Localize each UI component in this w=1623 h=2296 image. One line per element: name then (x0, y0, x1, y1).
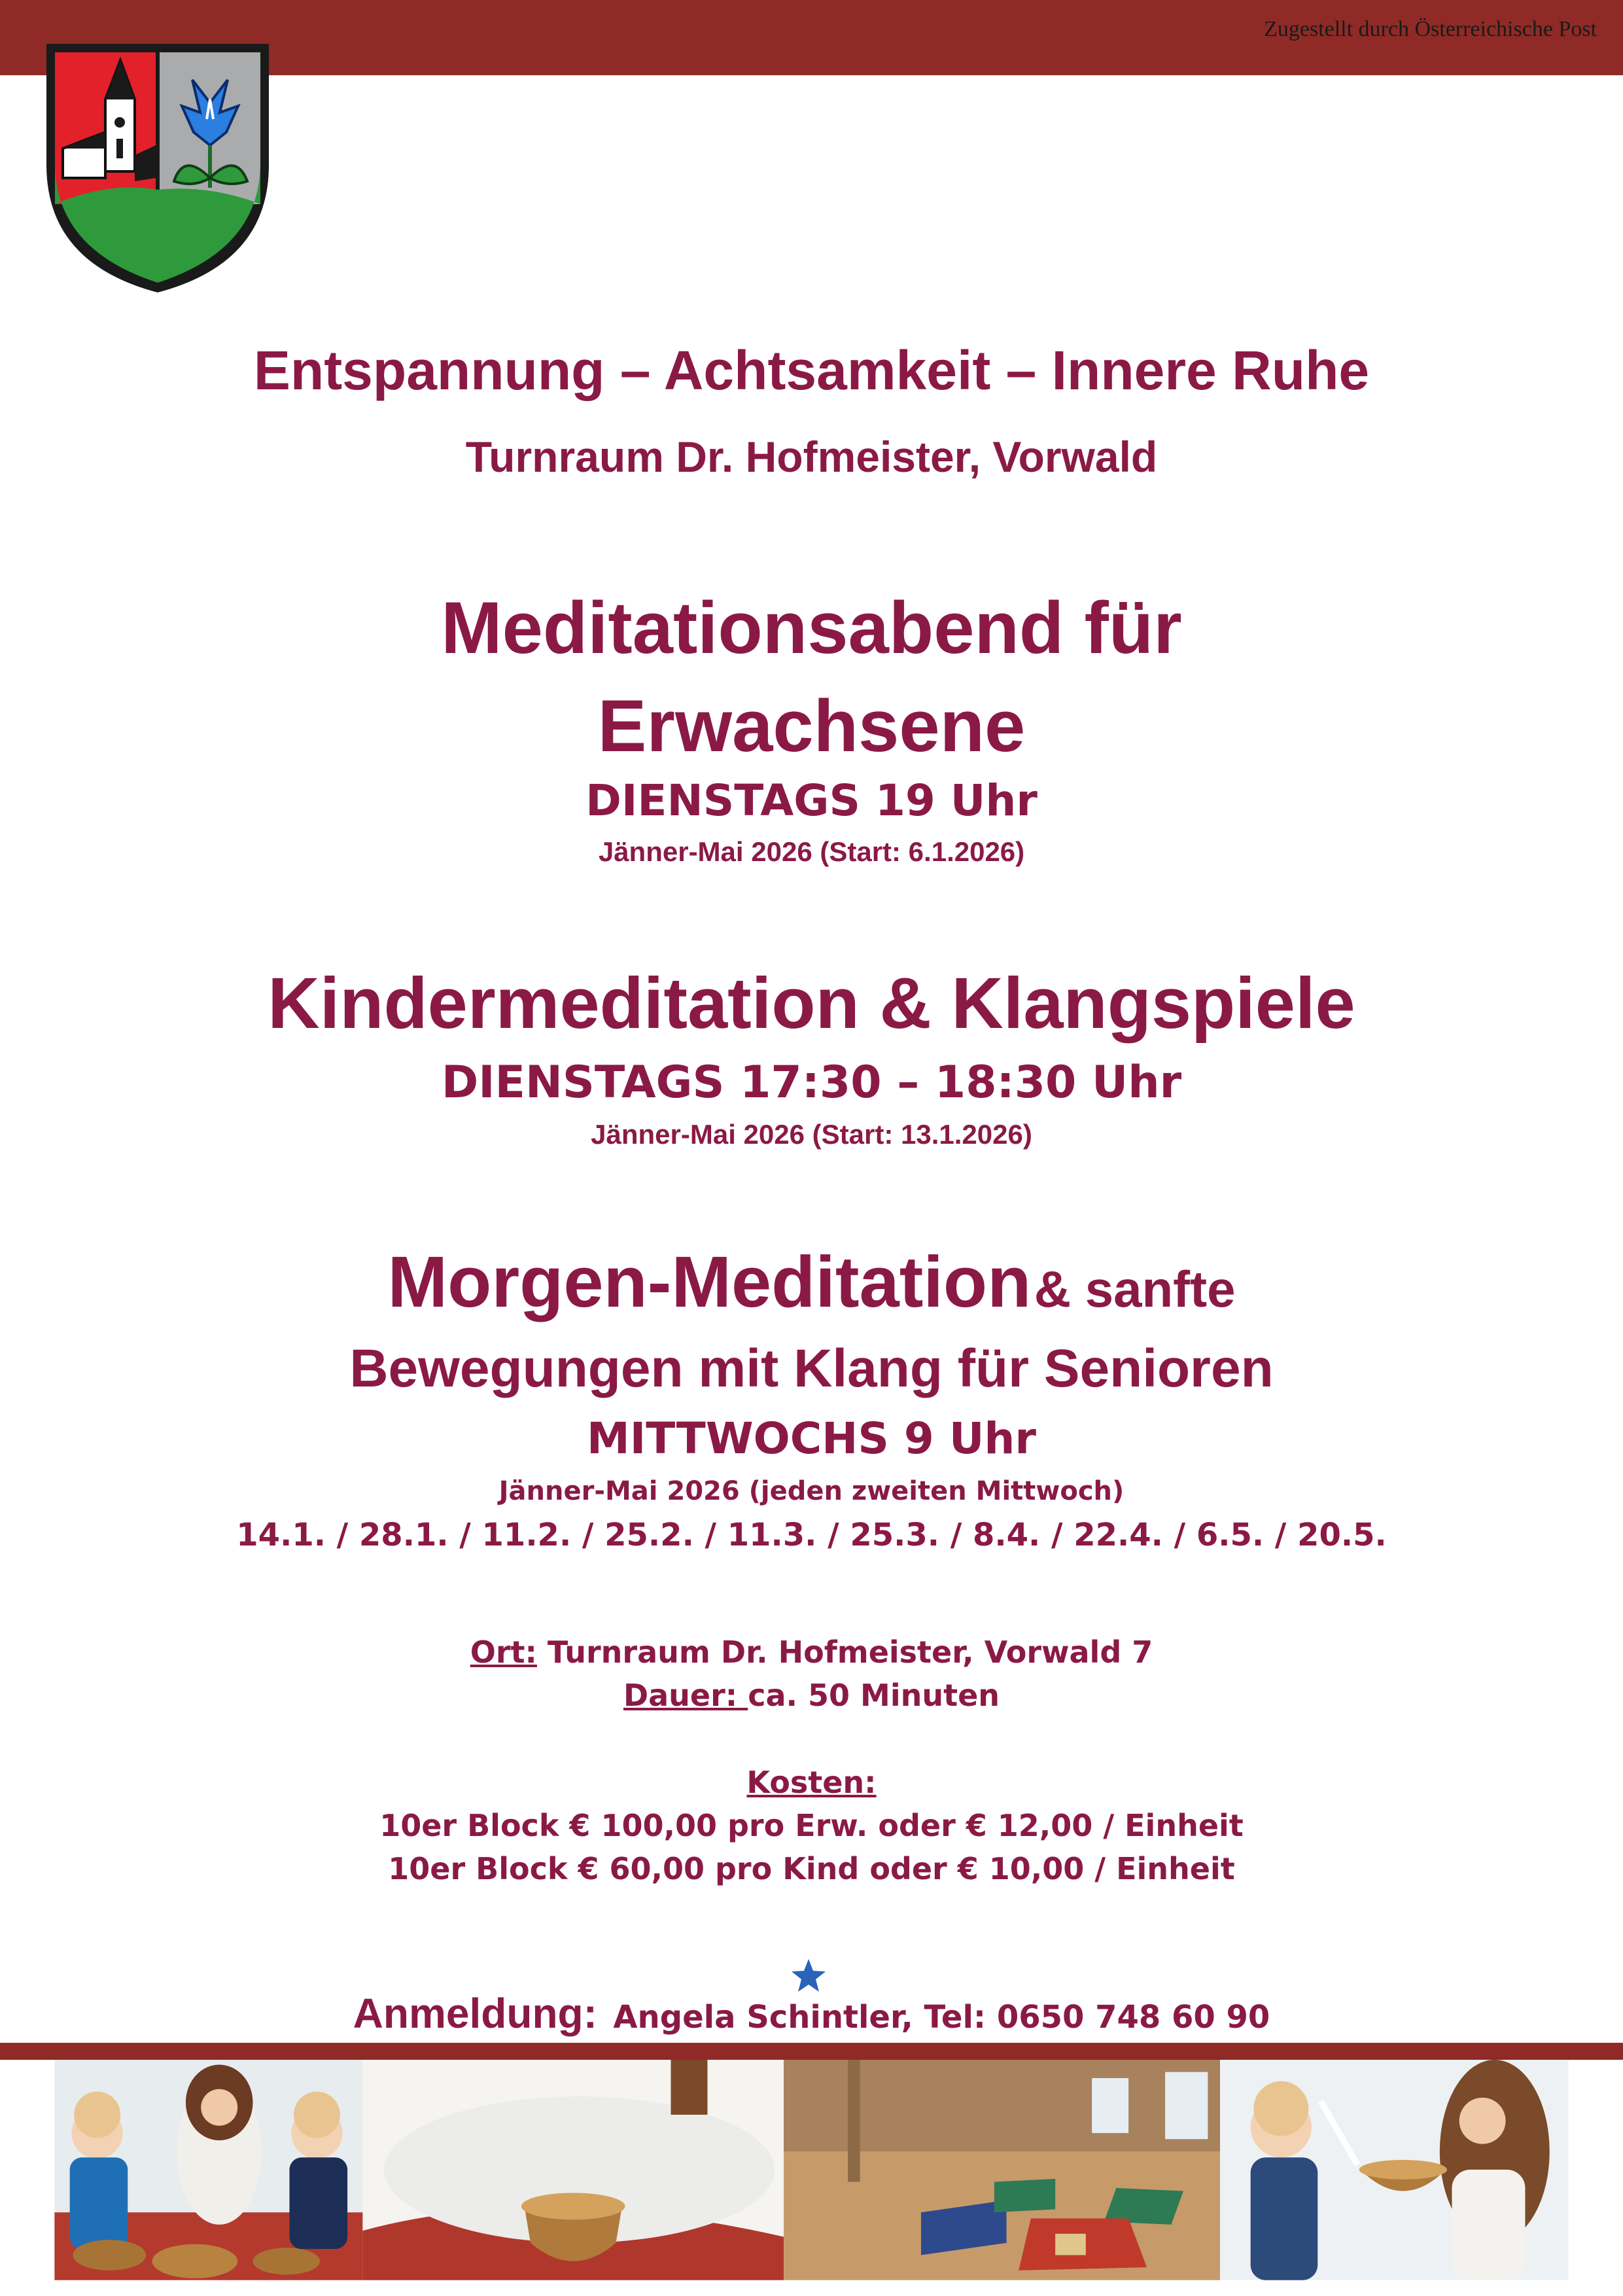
slogan-heading: Entspannung – Achtsamkeit – Innere Ruhe (253, 340, 1370, 401)
kids-schedule: DIENSTAGS 17:30 – 18:30 Uhr (441, 1057, 1182, 1108)
photo-singing-bowl-lap (362, 2060, 784, 2280)
registration-contact: Angela Schintler, Tel: 0650 748 60 90 (613, 1999, 1270, 2036)
duration-line (0, 1678, 1623, 1713)
senior-meditation-title (0, 1243, 1623, 1343)
adult-schedule: DIENSTAGS 19 Uhr (585, 775, 1038, 826)
duration-label: Dauer: (623, 1678, 748, 1713)
location-label: Ort: (470, 1634, 537, 1670)
adult-title-line2: Erwachsene (597, 685, 1026, 767)
venue-subheading: Turnraum Dr. Hofmeister, Vorwald (465, 433, 1158, 481)
location-line (0, 1634, 1623, 1670)
cost-kids: 10er Block € 60,00 pro Kind oder € 10,00 / Einheit (388, 1851, 1235, 1886)
adult-meditation-title (0, 579, 1623, 775)
senior-title-suffix: & sanfte (1034, 1260, 1236, 1318)
duration-value: ca. 50 Minuten (748, 1678, 1000, 1713)
costs-heading (0, 1765, 1623, 1800)
photo-strip-top-bar (0, 2043, 1623, 2060)
kids-meditation-title: Kindermeditation & Klangspiele (268, 963, 1355, 1044)
registration-line (0, 1989, 1623, 2038)
postal-note: Zugestellt durch Österreichische Post (1264, 17, 1597, 41)
location-value: Turnraum Dr. Hofmeister, Vorwald 7 (536, 1634, 1153, 1670)
kids-period: Jänner-Mai 2026 (Start: 13.1.2026) (591, 1119, 1032, 1150)
photo-kids-singing-bowls (54, 2060, 362, 2280)
cost-adults: 10er Block € 100,00 pro Erw. oder € 12,00 / Einheit (379, 1808, 1244, 1843)
senior-title-line2: Bewegungen mit Klang für Senioren (349, 1339, 1274, 1398)
adult-title-line1: Meditationsabend für (441, 587, 1182, 669)
registration-label: Anmeldung: (353, 1990, 597, 2037)
municipal-coat-of-arms (43, 41, 272, 296)
senior-title-main: Morgen-Meditation (387, 1242, 1032, 1322)
photo-gym-room-mats (784, 2060, 1220, 2280)
senior-period: Jänner-Mai 2026 (jeden zweiten Mittwoch) (498, 1476, 1125, 1506)
photo-child-woman-bowl (1220, 2060, 1569, 2280)
senior-schedule: MITTWOCHS 9 Uhr (587, 1413, 1036, 1464)
photo-banner (0, 2060, 1623, 2296)
senior-dates: 14.1. / 28.1. / 11.2. / 25.2. / 11.3. / 25.3. / 8.4. / 22.4. / 6.5. / 20.5. (236, 1517, 1387, 1553)
adult-period: Jänner-Mai 2026 (Start: 6.1.2026) (598, 836, 1025, 867)
costs-label: Kosten: (746, 1765, 877, 1800)
